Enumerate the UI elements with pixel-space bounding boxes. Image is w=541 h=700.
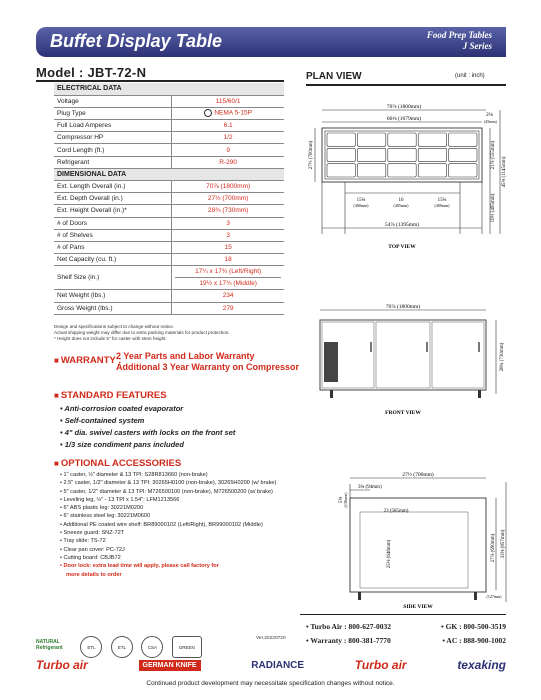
natural-refrigerant-logo: NATURAL Refrigerant: [36, 638, 63, 651]
dim-label: 15¾: [356, 198, 366, 203]
dim-label: 2⅛: [486, 112, 493, 118]
spec-label: Gross Weight (lbs.): [54, 302, 172, 314]
contacts: [306, 620, 506, 648]
dim-label: 25⅜ (646mm): [387, 539, 392, 569]
list-item: • Sneeze guard: SNZ-72T: [60, 530, 125, 537]
features-heading: [54, 390, 167, 401]
spec-label: Net Weight (lbs.): [54, 290, 172, 302]
dim-label: 70⅞ (1800mm): [385, 304, 421, 310]
condiment-pan: [418, 164, 446, 177]
spec-label: # of Doors: [54, 217, 172, 229]
spec-label: Ext. Length Overall (in.): [54, 181, 172, 193]
bullet-icon: ■: [54, 356, 59, 365]
spec-value: 279: [172, 302, 284, 314]
series-line1: Food Prep Tables: [426, 30, 492, 40]
top-view-label: TOP VIEW: [388, 244, 416, 250]
list-item: • 1/3 size condiment pans included: [60, 440, 184, 449]
list-item: • Additional PE coated wire shelf: BR89000102 (Left/Right), BR99000102 (Middle): [60, 521, 263, 528]
spec-row: [54, 107, 284, 119]
csa-logo: CSA: [141, 636, 163, 658]
spec-value: 3: [172, 217, 284, 229]
version-label: Ver.20220720: [256, 636, 286, 641]
condiment-pan: [327, 164, 355, 177]
list-item: • 2.5" caster, 1/2" diameter & 13 TPI: 30265H0100 (non-brake), 30265H0200 (w/ brake): [60, 480, 277, 487]
dim-label: (405mm): [393, 203, 409, 208]
bullet-icon: ■: [54, 459, 59, 468]
dim-label: 27⅞ (690mm): [491, 533, 496, 563]
door-lock-note: more details to order: [66, 571, 122, 578]
features-label: STANDARD FEATURES: [60, 390, 167, 401]
spec-value: 115/60/1: [172, 95, 284, 107]
dim-label: 70⅞ (1800mm): [386, 104, 422, 110]
accessories-label: OPTIONAL ACCESSORIES: [60, 458, 182, 469]
series-line2: J Series: [462, 41, 492, 51]
spec-row: [54, 266, 284, 290]
brand-logo: Turbo air: [36, 658, 88, 672]
spec-value: 28¾ (730mm): [172, 205, 284, 217]
brand-logo: GERMAN KNIFE: [139, 660, 201, 671]
door-lock-note: • Door lock: extra lead time will apply, please call factory for: [60, 563, 219, 570]
vent-grille: [324, 342, 338, 382]
dim-label: 54⅞ (1395mm): [384, 222, 420, 228]
contact-gk: • GK : 800-500-3519: [441, 622, 506, 631]
etl-logo: ETL: [80, 636, 102, 658]
dim-label: 15¾: [437, 198, 447, 203]
spec-row: [54, 132, 284, 144]
spec-row: [54, 193, 284, 205]
note-line: Design and specifications subject to change without notice.: [54, 324, 175, 329]
condiment-pan: [388, 164, 416, 177]
dim-label: 33⅝ (857mm): [501, 529, 506, 559]
dim-label: (45mm): [484, 119, 497, 124]
condiment-pan: [388, 133, 416, 146]
spec-label: Net Capacity (cu. ft.): [54, 254, 172, 266]
dim-label: (400mm): [353, 203, 369, 208]
spec-label: Plug Type: [54, 107, 172, 119]
dim-label: 45⅛ (1145mm): [502, 156, 507, 188]
dim-label: 19½ (495mm): [491, 193, 496, 223]
series-label: [427, 30, 492, 52]
warranty-line: Additional 3 Year Warranty on Compressor: [116, 362, 300, 372]
top-view-drawing: [300, 100, 510, 260]
condiment-pan: [357, 148, 385, 161]
bullet-icon: ■: [54, 391, 59, 400]
shelf-size-1: 17¼ x 17¾ (Left/Right): [175, 266, 281, 278]
list-item: • Cutting board: CBJB72: [60, 554, 121, 561]
condiment-pan: [327, 148, 355, 161]
condiment-pan: [418, 133, 446, 146]
contact-turbo-air: • Turbo Air : 800-627-0032: [306, 622, 391, 631]
spec-row: [54, 217, 284, 229]
brand-logos: [36, 658, 506, 672]
list-item: • 4" dia. swivel casters with locks on the front set: [60, 428, 236, 437]
spec-row: [54, 144, 284, 156]
title-banner: [36, 27, 506, 57]
dim-label: 21⅞ (555mm): [491, 140, 496, 170]
features-list: [60, 403, 235, 451]
spec-row: [54, 254, 284, 266]
condiment-pan: [357, 164, 385, 177]
spec-value: 18: [172, 254, 284, 266]
dim-label: 66⅛ (1679mm): [386, 116, 422, 122]
spec-row: [54, 290, 284, 302]
condiment-pan: [449, 148, 477, 161]
spec-label: Shelf Size (in.): [54, 266, 172, 290]
list-item: • 1" caster, ½" diameter & 13 TPI: S28R813660 (non-brake): [60, 472, 208, 478]
condiment-pan: [449, 133, 477, 146]
unit-label: (unit : inch): [455, 73, 485, 79]
plug-icon: [204, 109, 212, 117]
list-item: • Anti-corrosion coated evaporator: [60, 404, 184, 413]
model-divider: [36, 80, 284, 82]
brand-logo: Turbo air: [354, 658, 407, 672]
list-item: • Tray slide: TS-72: [60, 538, 106, 545]
plug-type-text: NEMA 5-15P: [214, 110, 252, 118]
spec-row: [54, 156, 284, 168]
note-line: Actual shipping weight may differ due to extra packing materials for product protection.: [54, 330, 230, 335]
contact-row: [306, 634, 506, 648]
spec-row: [54, 95, 284, 107]
spec-value: 27½ (700mm): [172, 193, 284, 205]
spec-value: 6.1: [172, 120, 284, 132]
dim-label: (136mm): [343, 492, 348, 508]
spec-value: R-290: [172, 156, 284, 168]
spec-value: 234: [172, 290, 284, 302]
dim-label: 27½ (700mm): [402, 472, 434, 478]
plan-divider: [306, 84, 506, 86]
warranty-text: [116, 351, 299, 373]
accessories-heading: [54, 458, 181, 469]
door-handle: [426, 342, 428, 352]
spec-label: Refrigerant: [54, 156, 172, 168]
spec-value: 1/2: [172, 132, 284, 144]
spec-label: # of Shelves: [54, 229, 172, 241]
list-item: • 5" caster, 1/2" diameter & 13 TPI: M726500100 (non-brake), M726500200 (w/ brake): [60, 488, 273, 495]
warranty-line: 2 Year Parts and Labor Warranty: [116, 351, 255, 361]
spec-row: [54, 205, 284, 217]
spec-label: Ext. Height Overall (in.)*: [54, 205, 172, 217]
dim-label: 16: [398, 198, 404, 203]
spec-notes: [54, 324, 294, 342]
green-logo: GREEN: [172, 636, 202, 658]
spec-value: [172, 107, 284, 119]
contact-warranty: • Warranty : 800-381-7770: [306, 636, 391, 645]
list-item: • Clear pan cover: PC-72J: [60, 546, 125, 553]
spec-label: # of Pans: [54, 241, 172, 253]
condiment-pan: [327, 133, 355, 146]
pan-grid: [327, 133, 477, 177]
brand-logo: texaking: [457, 658, 506, 672]
spec-label: Ext. Depth Overall (in.): [54, 193, 172, 205]
condiment-pan: [449, 164, 477, 177]
footer-note: Continued product development may necessitate specification changes without notice.: [146, 680, 395, 687]
spec-value: 15: [172, 241, 284, 253]
spec-label: Full Load Amperes: [54, 120, 172, 132]
dim-label: 23 (585mm): [383, 509, 409, 514]
list-item: • 6" ABS plastic leg: 30221M0200: [60, 505, 144, 512]
condiment-pan: [357, 133, 385, 146]
spec-value: [172, 266, 284, 290]
brand-logo: RADIANCE: [251, 659, 305, 671]
dim-label: 3¾ (94mm): [358, 485, 382, 490]
spec-label: Compressor HP: [54, 132, 172, 144]
condiment-pan: [388, 148, 416, 161]
warranty-heading: [54, 355, 121, 366]
spec-row: [54, 302, 284, 314]
shelf-size-2: 19½ x 17¾ (Middle): [199, 280, 257, 288]
door-handle: [370, 342, 372, 352]
contact-row: [306, 620, 506, 634]
dimensional-header: DIMENSIONAL DATA: [54, 168, 284, 180]
model-heading: Model : JBT-72-N: [36, 65, 147, 80]
warranty-label: WARRANTY :: [60, 355, 122, 366]
spec-label: Voltage: [54, 95, 172, 107]
side-view-label: SIDE VIEW: [403, 604, 433, 610]
spec-row: [54, 229, 284, 241]
spec-table: [54, 83, 284, 315]
spec-row: [54, 241, 284, 253]
dim-label: (127mm): [486, 594, 502, 599]
spec-value: 3: [172, 229, 284, 241]
dim-label: (400mm): [434, 203, 450, 208]
cert-logos: [36, 636, 206, 658]
spec-value: 70⅞ (1800mm): [172, 181, 284, 193]
etl-sanitation-logo: ETL: [111, 636, 133, 658]
side-view-drawing: [300, 468, 510, 610]
spec-row: [54, 181, 284, 193]
list-item: • Self-contained system: [60, 416, 145, 425]
spec-label: Cord Length (ft.): [54, 144, 172, 156]
front-view-label: FRONT VIEW: [385, 410, 421, 416]
spec-row: [54, 120, 284, 132]
spec-value: 9: [172, 144, 284, 156]
front-view-drawing: [300, 302, 510, 420]
dim-label: 27½ (700mm): [309, 140, 314, 170]
contact-ac: • AC : 888-900-1002: [442, 636, 506, 645]
electrical-header: ELECTRICAL DATA: [54, 83, 284, 95]
plan-view-title: PLAN VIEW: [306, 71, 362, 82]
door-handle: [478, 342, 480, 352]
note-line: * Height does not include 5" for caster with stem height.: [54, 336, 167, 341]
list-item: • 6" stainless steel leg: 30221M0600: [60, 513, 151, 520]
list-item: • Leveling leg, ½" - 13 TPI x 1.54": LFM1213566: [60, 496, 180, 503]
condiment-pan: [418, 148, 446, 161]
page-title: Buffet Display Table: [50, 31, 223, 51]
dim-label: 28¾ (730mm): [500, 342, 505, 372]
contacts-divider: [300, 614, 506, 615]
dim-label: 5⅜: [339, 496, 344, 504]
accessories-list: [60, 471, 300, 579]
